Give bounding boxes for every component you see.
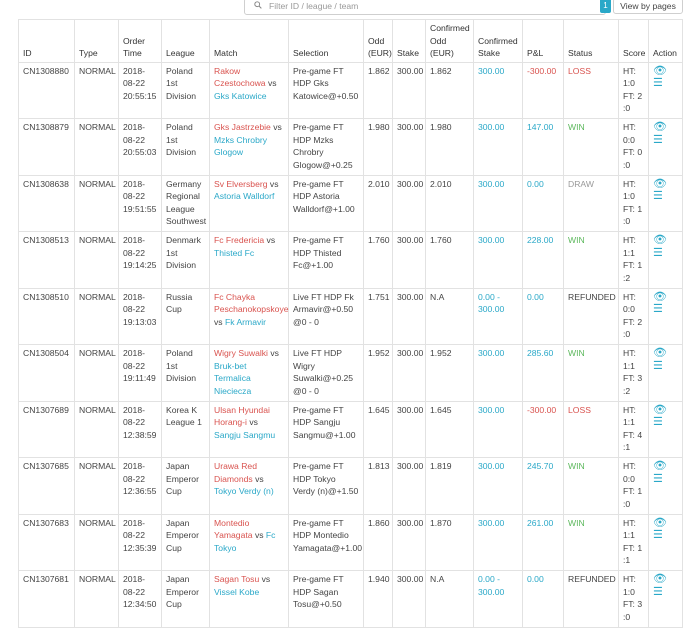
confirmed-odd: 1.980 [426,119,474,176]
col-match[interactable]: Match [210,20,289,63]
view-icon[interactable]: 👁 [653,121,668,133]
bet-id: CN1307681 [19,571,75,628]
vs-label: vs [255,473,264,484]
pnl: 228.00 [523,232,564,289]
list-icon[interactable]: ☰ [653,529,664,541]
pnl: 0.00 [523,288,564,345]
selection: Live FT HDP Wigry Suwalki@+0.25 @0 - 0 [289,345,364,402]
bet-type: NORMAL [75,345,119,402]
selection: Pre-game FT HDP Gks Katowice@+0.50 [289,62,364,119]
order-time: 2018-08-22 19:13:03 [119,288,162,345]
bet-type: NORMAL [75,514,119,571]
vs-label: vs [273,122,282,132]
bet-id: CN1308880 [19,62,75,119]
status-badge: REFUNDED [564,571,619,628]
status-badge: LOSS [564,401,619,458]
score: HT: 1:1 FT: 3 :2 [619,345,649,402]
bet-id: CN1308504 [19,345,75,402]
view-icon[interactable]: 👁 [653,460,668,472]
away-team-link[interactable]: Fc Tokyo [214,530,276,553]
match [210,288,289,345]
table-row [19,401,683,458]
pnl: 147.00 [523,119,564,176]
table-row [19,288,683,345]
view-icon[interactable]: 👁 [653,516,668,529]
confirmed-odd: 2.010 [426,175,474,232]
bet-type: NORMAL [75,401,119,458]
away-team-link[interactable]: Bruk-bet Termalica Nieciecza [214,360,252,396]
search-icon [254,1,262,9]
bet-type: NORMAL [75,232,119,289]
odd: 1.760 [364,232,393,289]
view-icon[interactable]: 👁 [653,573,668,585]
pnl: 0.00 [523,571,564,628]
order-time: 2018-08-22 19:51:55 [119,175,162,232]
vs-label: vs [249,417,258,427]
action-cell [649,458,683,515]
vs-label: vs [214,316,223,327]
toolbar [0,0,700,19]
order-time: 2018-08-22 12:38:59 [119,401,162,458]
col-action: Action [649,20,683,63]
confirmed-odd: 1.862 [426,62,474,119]
away-team-link[interactable]: Vissel Kobe [214,586,260,597]
home-team-link[interactable]: Fc Chayka Peschanokopskoye [214,291,289,314]
vs-label: vs [269,178,279,189]
table-header-row [19,20,683,63]
league: Russia Cup [162,288,210,345]
bet-type: NORMAL [75,571,119,628]
league: Poland 1st Division [162,119,210,176]
vs-label: vs [266,235,276,245]
col-pnl[interactable]: P&L [523,20,564,63]
match [210,458,289,515]
home-team-link[interactable]: Sagan Tosu [214,574,260,584]
confirmed-stake: 300.00 [474,458,523,515]
order-time: 2018-08-22 19:11:49 [119,345,162,402]
pnl: -300.00 [523,62,564,119]
away-team-link[interactable]: Astoria Walldorf [214,191,275,201]
list-icon[interactable]: ☰ [653,472,664,485]
match [210,119,289,176]
confirmed-odd: 1.760 [426,232,474,289]
col-odd[interactable]: Odd (EUR) [364,20,393,63]
view-icon[interactable]: 👁 [653,347,668,359]
league: Japan Emperor Cup [162,514,210,571]
selection: Pre-game FT HDP Sangju Sangmu@+1.00 [289,401,364,458]
league: Poland 1st Division [162,345,210,402]
col-confirmed-odd[interactable]: Confirmed Odd (EUR) [426,20,474,63]
status-badge: WIN [564,514,619,571]
col-stake[interactable]: Stake [393,20,426,63]
away-team-link[interactable]: Gks Katowice [214,90,267,101]
table-row [19,62,683,119]
pnl: 285.60 [523,345,564,402]
action-cell [649,514,683,571]
status-badge: WIN [564,119,619,176]
away-team-link[interactable]: Sangju Sangmu [214,429,276,440]
selection: Pre-game FT HDP Tokyo Verdy (n)@+1.50 [289,458,364,515]
match [210,232,289,289]
odd: 1.860 [364,514,393,571]
list-icon[interactable]: ☰ [653,585,664,598]
view-icon[interactable]: 👁 [653,234,668,246]
stake: 300.00 [393,175,426,232]
action-cell [649,345,683,402]
order-time: 2018-08-22 20:55:03 [119,119,162,176]
odd: 1.980 [364,119,393,176]
league: Korea K League 1 [162,401,210,458]
selection: Pre-game FT HDP Sagan Tosu@+0.50 [289,571,364,628]
confirmed-odd: 1.952 [426,345,474,402]
table-row [19,175,683,232]
list-icon[interactable]: ☰ [653,77,664,89]
odd: 1.751 [364,288,393,345]
list-icon[interactable]: ☰ [653,359,664,372]
stake: 300.00 [393,401,426,458]
league: Japan Emperor Cup [162,458,210,515]
odd: 1.940 [364,571,393,628]
odd: 2.010 [364,175,393,232]
col-status[interactable]: Status [564,20,619,63]
col-id[interactable]: ID [19,20,75,63]
pnl: -300.00 [523,401,564,458]
odd: 1.645 [364,401,393,458]
view-icon[interactable]: 👁 [653,290,668,303]
action-cell [649,62,683,119]
table-row [19,232,683,289]
score: HT: 0:0 FT: 0 :0 [619,119,649,176]
stake: 300.00 [393,514,426,571]
bet-type: NORMAL [75,175,119,232]
table-body [19,62,683,627]
match [210,62,289,119]
selection: Pre-game FT HDP Mzks Chrobry Glogow@+0.25 [289,119,364,176]
action-cell [649,175,683,232]
list-icon[interactable]: ☰ [653,416,664,428]
bets-table [18,19,683,628]
bet-type: NORMAL [75,119,119,176]
col-score[interactable]: Score [619,20,649,63]
view-by-pages-button[interactable]: View by pages [613,0,683,14]
odd: 1.862 [364,62,393,119]
score: HT: 1:1 FT: 1 :2 [619,232,649,289]
match [210,175,289,232]
score: HT: 1:0 FT: 2 :0 [619,62,649,119]
col-type[interactable]: Type [75,20,119,63]
selection: Live FT HDP Fk Armavir@+0.50 @0 - 0 [289,288,364,345]
page-badge[interactable]: 1 [600,0,611,13]
score: HT: 1:0 FT: 3 :0 [619,571,649,628]
col-confirmed-stake[interactable]: Confirmed Stake [474,20,523,63]
view-icon[interactable]: 👁 [653,64,668,77]
list-icon[interactable]: ☰ [653,303,664,315]
action-cell [649,401,683,458]
view-icon[interactable]: 👁 [653,403,668,416]
league: Poland 1st Division [162,62,210,119]
status-badge: WIN [564,232,619,289]
home-team-link[interactable]: Fc Fredericia [214,235,265,245]
confirmed-odd: 1.870 [426,514,474,571]
confirmed-stake: 300.00 [474,119,523,176]
confirmed-odd: 1.645 [426,401,474,458]
odd: 1.952 [364,345,393,402]
table-row [19,514,683,571]
league: Denmark 1st Division [162,232,210,289]
bet-id: CN1308510 [19,288,75,345]
status-badge: LOSS [564,62,619,119]
score: HT: 1:1 FT: 4 :1 [619,401,649,458]
away-team-link[interactable]: Fk Armavir [224,316,267,327]
bet-id: CN1308513 [19,232,75,289]
vs-label: vs [254,530,264,540]
vs-label: vs [261,574,271,584]
selection: Pre-game FT HDP Astoria Walldorf@+1.00 [289,175,364,232]
table-row [19,119,683,176]
confirmed-stake: 300.00 [474,345,523,402]
home-team-link[interactable]: Urawa Red Diamonds [214,461,257,484]
selection: Pre-game FT HDP Montedio Yamagata@+1.00 [289,514,364,571]
home-team-link[interactable]: Wigry Suwalki [214,348,268,358]
away-team-link[interactable]: Tokyo Verdy (n) [214,486,274,496]
match [210,345,289,402]
order-time: 2018-08-22 20:55:15 [119,62,162,119]
vs-label: vs [267,78,277,88]
stake: 300.00 [393,571,426,628]
home-team-link[interactable]: Rakow Czestochowa [214,65,266,88]
status-badge: WIN [564,345,619,402]
bet-id: CN1308638 [19,175,75,232]
league: Japan Emperor Cup [162,571,210,628]
home-team-link[interactable]: Ulsan Hyundai Horang-i [214,404,270,427]
bet-id: CN1307683 [19,514,75,571]
stake: 300.00 [393,119,426,176]
stake: 300.00 [393,458,426,515]
status-badge: DRAW [564,175,619,232]
confirmed-stake: 300.00 [474,401,523,458]
score: HT: 0:0 FT: 1 :0 [619,458,649,515]
col-selection[interactable]: Selection [289,20,364,63]
table-row [19,345,683,402]
pnl: 261.00 [523,514,564,571]
col-league[interactable]: League [162,20,210,63]
confirmed-odd: N.A [426,288,474,345]
match [210,514,289,571]
home-team-link[interactable]: Gks Jastrzebie [214,122,271,132]
confirmed-odd: 1.819 [426,458,474,515]
list-icon[interactable]: ☰ [653,190,664,202]
list-icon[interactable]: ☰ [653,246,664,259]
confirmed-stake: 300.00 [474,62,523,119]
action-cell [649,288,683,345]
score: HT: 1:0 FT: 1 :0 [619,175,649,232]
pnl: 0.00 [523,175,564,232]
odd: 1.813 [364,458,393,515]
home-team-link[interactable]: Sv Elversberg [214,178,268,189]
bet-id: CN1308879 [19,119,75,176]
list-icon[interactable]: ☰ [653,133,664,146]
confirmed-stake: 0.00 - 300.00 [474,571,523,628]
away-team-link[interactable]: Mzks Chrobry Glogow [214,134,268,157]
match [210,401,289,458]
action-cell [649,119,683,176]
confirmed-stake: 0.00 - 300.00 [474,288,523,345]
pnl: 245.70 [523,458,564,515]
vs-label: vs [270,348,279,358]
view-icon[interactable]: 👁 [653,177,668,190]
confirmed-stake: 300.00 [474,175,523,232]
confirmed-stake: 300.00 [474,514,523,571]
match [210,571,289,628]
confirmed-odd: N.A [426,571,474,628]
bet-type: NORMAL [75,288,119,345]
order-time: 2018-08-22 12:34:50 [119,571,162,628]
bet-id: CN1307685 [19,458,75,515]
status-badge: WIN [564,458,619,515]
action-cell [649,232,683,289]
col-order-time[interactable]: Order Time [119,20,162,63]
score: HT: 0:0 FT: 2 :0 [619,288,649,345]
stake: 300.00 [393,232,426,289]
order-time: 2018-08-22 12:35:39 [119,514,162,571]
score: HT: 1:1 FT: 1 :1 [619,514,649,571]
search-box[interactable] [244,0,606,15]
bet-id: CN1307689 [19,401,75,458]
league: Germany Regional League Southwest [162,175,210,232]
order-time: 2018-08-22 12:36:55 [119,458,162,515]
away-team-link[interactable]: Thisted Fc [214,247,255,258]
bet-type: NORMAL [75,62,119,119]
confirmed-stake: 300.00 [474,232,523,289]
search-input[interactable] [269,0,569,12]
selection: Pre-game FT HDP Thisted Fc@+1.00 [289,232,364,289]
stake: 300.00 [393,62,426,119]
action-cell [649,571,683,628]
table-row [19,571,683,628]
bet-type: NORMAL [75,458,119,515]
status-badge: REFUNDED [564,288,619,345]
order-time: 2018-08-22 19:14:25 [119,232,162,289]
table-row [19,458,683,515]
stake: 300.00 [393,288,426,345]
stake: 300.00 [393,345,426,402]
home-team-link[interactable]: Montedio Yamagata [214,517,253,540]
